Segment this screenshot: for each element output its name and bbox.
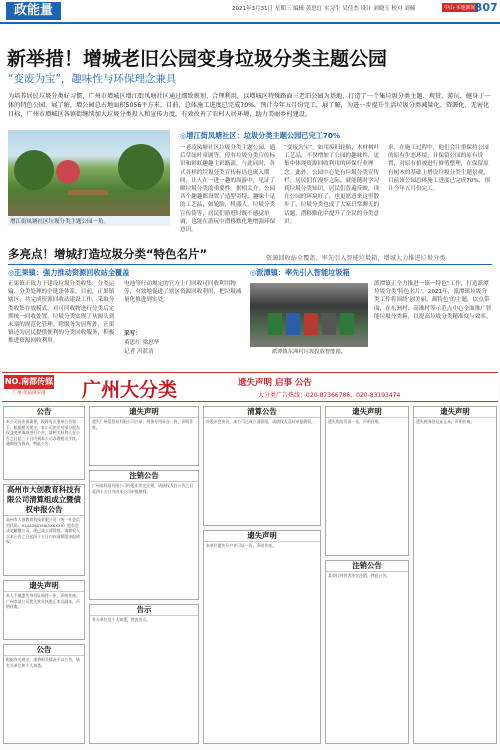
notice-box	[413, 406, 497, 744]
story2-col2: 电池等行动规定的官方上门回收可回收利用物等，有效地促进了辖区资源回收利用，把垃圾减量化推进到实处。	[124, 281, 242, 304]
notice-box	[3, 644, 85, 744]
story2-reporter-label: 采写：	[124, 331, 141, 337]
photo-tree	[14, 150, 54, 190]
notice-title: 高州市大创教育科技有限公司清算组成立暨债权申报公告	[4, 485, 84, 516]
bin-red	[304, 313, 318, 335]
masthead-rule	[0, 22, 500, 24]
notice-body: 经股东会决议，本公司已成立清算组，请债权人及时申报债权。	[206, 419, 315, 424]
park-photo-caption: 增江街凤塘社区垃圾分类主题公园一角。	[8, 216, 170, 226]
media-logo: NO.南都传媒	[4, 375, 54, 389]
notice-title: 遗失声明	[204, 531, 320, 542]
classified-promo: 遗失声明 启事 公告	[238, 378, 312, 388]
notice-title: 遗失声明	[414, 407, 496, 418]
smart-bin-photo	[250, 283, 368, 347]
notice-title: 告示	[90, 605, 198, 616]
headline: 新举措！增城老旧公园变身垃圾分类主题公园	[7, 48, 388, 70]
notice-body: 高州市大创教育科技有限公司（统一社会信用代码：91440981MA5XXXXX）股东会决定解散公司，现已成立清算组，请债权人自本公告之日起四十五日内向清算组申报债权。	[6, 517, 80, 545]
bin-green	[340, 313, 354, 335]
notice-box	[3, 406, 85, 480]
notice-box	[3, 580, 85, 640]
lead-paragraph: 为培养居民垃圾分类好习惯，广州市增城区增江街凤塘社区通过细致规划、合理利用，以增城区特殊路面三老旧公园为基地，打造了一个集垃圾分类主题、观赏、游玩、健身于一体的特色公园，展了解，增公园总占地面积5056平方米，目前，总体施工进度已完成70%，预计今年五月份完工，展了解，为进一步提升生活垃圾分类减量化、资源化、无害化目标，广州市增城区各镇街继续加大垃圾分类投入和宣传力度，有效改善了农村人居环境，助力美丽乡村建设。	[8, 93, 491, 118]
notice-body: 本单位遗失开户许可证一份，声明作废。	[206, 543, 277, 548]
photo-flowerbed	[56, 160, 80, 184]
bin-grey	[322, 313, 336, 335]
story1-heading: ◎增江街凤塘社区：垃圾分类主题公园已完工70%	[180, 131, 341, 140]
issue-info: 2021年3月31日 星期三 编辑 黄思红 实习生 吴佳杰 设计 刘晓玉 校对 刘楠	[232, 6, 416, 12]
notice-body: 根据有关规定，现将相关情况予以公告，请有关单位和个人知悉。	[6, 657, 80, 668]
story2-editor: 记者 冯蓝清	[124, 349, 154, 355]
park-photo	[8, 130, 170, 216]
story1-col3: 求，在施工过程中，他们会注重保持公园的原有生态环境，并保留公园的原有设置，对原有植被进行修剪整理，在保留原有树木的基础上增设垃圾分类主题景观，目前该公园总体施工进度已完成70%，预计今年五月份完工。	[388, 145, 490, 193]
story2-heading: ◎正果镇：强力推动资源回收站全覆盖	[8, 268, 130, 277]
notice-box	[325, 560, 409, 744]
bin-green	[268, 313, 282, 335]
notice-body: 遗失广州某贸易有限公司公章、财务专用章各一枚，声明作废。	[92, 419, 194, 430]
editor-tag: 中山·本地新闻	[444, 5, 476, 11]
notice-box	[203, 406, 321, 526]
media-logo-tag: 广州·优质供应商	[12, 391, 46, 396]
notice-title: 注销公告	[326, 561, 408, 572]
notice-box	[203, 530, 321, 744]
notice-body: 本人不慎遗失身份证原件一张，声明作废。广州市某公司遗失营业执照正本及副本，声明作废。	[6, 593, 80, 610]
story3-heading: ◎派潭镇：率先引入智能垃圾箱	[250, 268, 350, 277]
notice-body: 遗失税务登记证正本，声明作废。	[416, 419, 475, 424]
notice-title: 注销公告	[90, 471, 198, 482]
masthead	[0, 0, 500, 22]
story1-col1: 一老凌凤塘社区垃圾分类主题公园，通后草绿叶童剧等，停有垃圾分类宣传标识和彩虹趣趣主彩路演，与此同时，各式各样的垃圾分类宣传标语也嵌入期间，让人在一进一趣的周游中，见证了解垃圾分类的重要性。据相关介，公园各个趣趣都设置了造型奇特，趣味十足的工艺品，如轮胎，机器人，垃圾分类宣传筒等，居民们游逛时既不感觉单调，也能在游玩中潜移默化地增强环保意识。	[180, 145, 276, 234]
notice-body: 广州某科技有限公司经股东决定注销，请债权人自公告之日起四十五日内向本公司申报债权。	[92, 483, 194, 494]
section-divider	[8, 264, 492, 265]
notice-title: 公告	[4, 407, 84, 418]
notice-box	[89, 406, 199, 466]
subhead: “变废为宝”，趣味性与环保理念兼具	[8, 73, 177, 85]
section-tag: 政能量	[6, 2, 61, 20]
page-number: B07	[474, 1, 498, 14]
photo-tree	[118, 144, 164, 190]
highlights-subtitle: 资源回收站全覆盖、率先引入智能垃圾箱，增城大力推进垃圾分类	[266, 255, 446, 262]
notice-body: 有关单位及个人知悉，特此告示。	[92, 617, 151, 622]
story2-col1: 正果镇正致力于建设垃圾分类收集、分类运输、分类处理的全链条体系，目前，正果镇辖区，共完成资源回收站建设工作，采取分类收集存放模式，对可回收物进行分类后定期统一回收处置，垃圾分类实现了从源头到末端的规范化管理。除服务为居所外，正果镇还为居民提供便利的分类回收服务，积极推进资源回收利用。	[8, 281, 115, 345]
classified-brand: 广州大分类	[82, 379, 178, 401]
photo-path	[68, 190, 108, 195]
notice-body: 本公司因业务需要，现将有关事项公告如下：根据相关规定，本公司决定对部分股东权益变更事项进行公告。请相关权利人在公告之日起三十日内到本公司办理相关手续，逾期视为放弃，特此公告。	[6, 419, 80, 447]
notice-title: 遗失声明	[4, 581, 84, 592]
notice-title: 遗失声明	[90, 407, 198, 418]
notice-title: 清算公告	[204, 407, 320, 418]
notice-box	[325, 406, 409, 556]
story2-reporter-names: 黄思红 梁思华	[124, 340, 160, 346]
notice-box	[89, 604, 199, 744]
story3-col1: 派潭镇正全力推进一镇一特色“工作，打造派潭垃圾分类‘特色名片’。2021年，派潭镇垃圾分类工作将围绕‘创美丽、颜特色’的主题，以点带面，在东洲村、高滩村等示范点中心全面推广智能垃圾分类箱，以提高垃圾分类精准度与效率。	[374, 281, 492, 320]
bin-blue	[286, 313, 300, 335]
notice-box	[89, 470, 199, 600]
smart-bin-caption: 派潭镇东洲村垃圾投放智能箱。	[271, 349, 347, 355]
notice-title: 公告	[4, 645, 84, 656]
classified-hotline: 大分类广告热线：020-87366786、020-83193474	[258, 392, 401, 399]
story1-col2: “变废为宝”，如用废旧轮胎、木材树叶工艺品，不仅增加了公园的趣味性，更集中体现资源回收利用的环保行业理念。此外，公园中心处有垃圾分类宣传栏，居民们在漫步之际，就能随时学习到垃圾分类知识，居民们普遍反映，现在公园的环境好了，也更愿意来这里散步了，垃圾分类也成了大家日常聊天的话题，潜移默化中提升了全民的分类意识。	[284, 145, 380, 225]
highlights-title: 多亮点！增城打造垃圾分类“特色名片”	[8, 247, 208, 261]
notice-body: 遗失购房发票一张，声明作废。	[328, 419, 383, 424]
notice-box	[3, 484, 85, 576]
notice-body: 某商行经营者决定注销，特此公告。	[328, 573, 391, 578]
notice-title: 遗失声明	[326, 407, 408, 418]
